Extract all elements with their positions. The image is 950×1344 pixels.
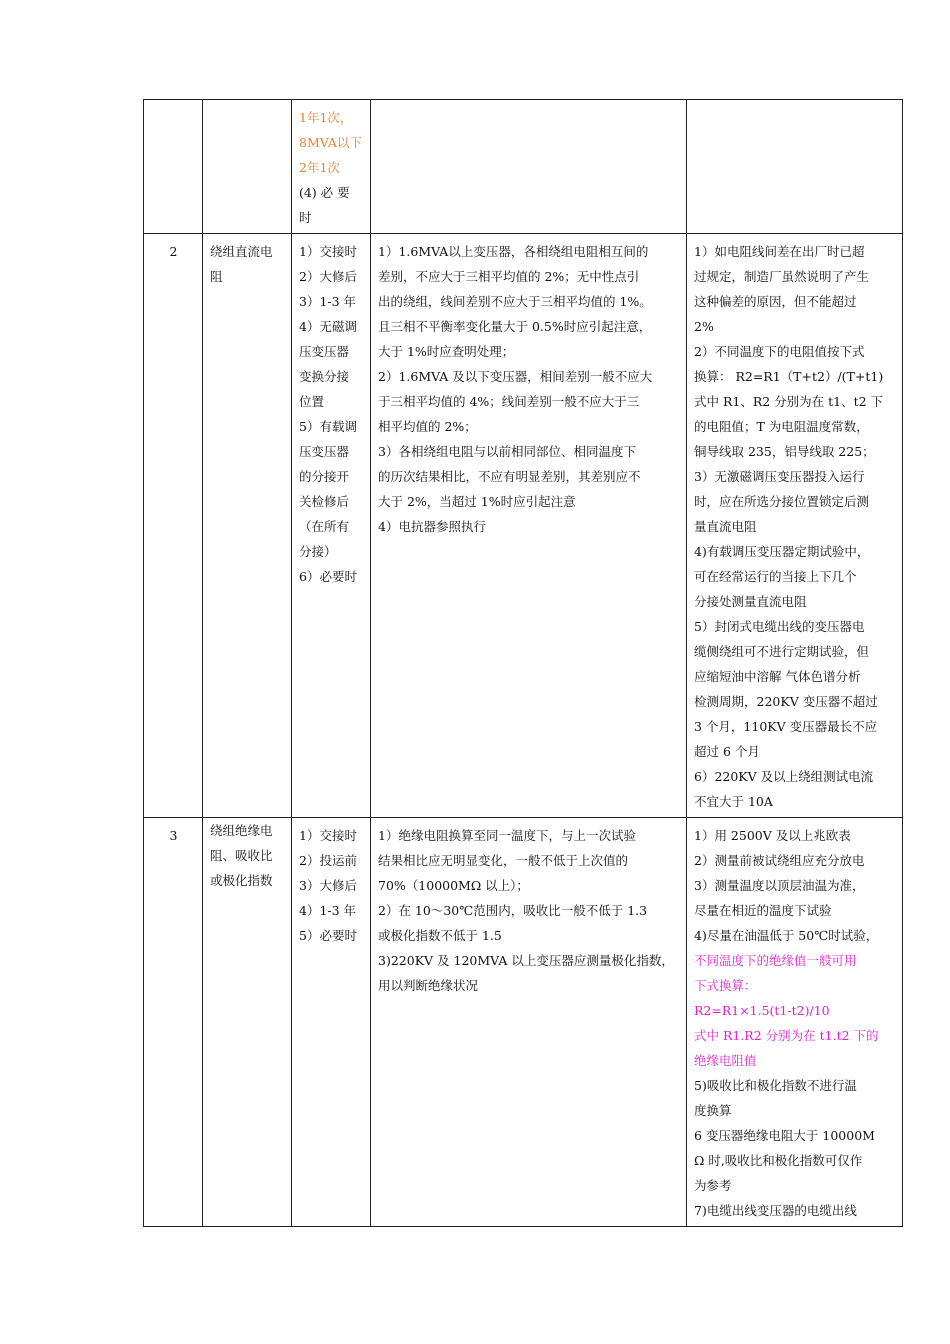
test-notes-line: 不同温度下的绝缘值一般可用 (694, 953, 857, 968)
test-standard-line: 4）电抗器参照执行 (378, 519, 486, 534)
test-standard-line: 相平均值的 2%； (378, 419, 477, 434)
test-notes (687, 818, 903, 1227)
test-item-line: 绕组直流电 (210, 244, 273, 259)
test-notes-line: 下式换算： (694, 978, 757, 993)
test-notes-line: 检测周期，220KV 变压器不超过 (694, 694, 878, 709)
test-standard-line: 用以判断绝缘状况 (378, 978, 479, 993)
row-number: 3 (144, 818, 203, 1227)
test-notes-line: 式中 R1.R2 分别为在 t1.t2 下的 (694, 1028, 879, 1043)
table-row (144, 100, 903, 234)
test-notes-line: 量直流电阻 (694, 519, 757, 534)
test-period-line: 3）1-3 年 (299, 294, 357, 309)
test-standard-line: 差别，不应大于三相平均值的 2%；无中性点引 (378, 269, 640, 284)
test-period-line: （在所有 (299, 519, 350, 534)
test-notes (687, 234, 903, 818)
test-notes-line: 换算： R2=R1（T+t2）/(T+t1) (694, 369, 884, 384)
test-standard-line: 70%（10000MΩ 以上）； (378, 878, 529, 893)
test-notes-line: 2）测量前被试绕组应充分放电 (694, 853, 865, 868)
test-notes-line: 可在经常运行的当接上下几个 (694, 569, 857, 584)
test-standard-line: 于三相平均值的 4%；线间差别一般不应大于三 (378, 394, 640, 409)
test-notes-line: 2）不同温度下的电阻值按下式 (694, 344, 865, 359)
test-period-line: 分接） (299, 544, 337, 559)
test-standard-line: 大于 1%时应查明处理； (378, 344, 515, 359)
test-period-line: 4）无磁调 (299, 319, 357, 334)
test-item-line: 阻 (210, 269, 223, 284)
test-item-line: 或极化指数 (210, 873, 273, 888)
test-period-line: 压变压器 (299, 444, 350, 459)
table-body (144, 100, 903, 1227)
test-standard-line: 且三相不平衡率变化量大于 0.5%时应引起注意， (378, 319, 652, 334)
test-period-line: 压变压器 (299, 344, 350, 359)
test-notes-line: 式中 R1、R2 分别为在 t1、t2 下 (694, 394, 884, 409)
row-number (144, 100, 203, 234)
table-row (144, 234, 903, 818)
test-notes-line: 为参考 (694, 1178, 732, 1193)
test-notes-line: 绝缘电阻值 (694, 1053, 757, 1068)
test-standard-table (143, 99, 903, 1227)
test-notes-line: 缆侧绕组可不进行定期试验，但 (694, 644, 870, 659)
test-period-line: 变换分接 (299, 369, 350, 384)
test-notes-line: 1）如电阻线间差在出厂时已超 (694, 244, 865, 259)
test-item (203, 818, 292, 1227)
test-period-line: 4）1-3 年 (299, 903, 357, 918)
test-standard-line: 1）绝缘电阻换算至同一温度下，与上一次试验 (378, 828, 636, 843)
test-notes-line: 时，应在所选分接位置锁定后测 (694, 494, 870, 509)
test-notes-line: 分接处测量直流电阻 (694, 594, 807, 609)
test-notes-line: 7)电缆出线变压器的电缆出线 (694, 1203, 857, 1218)
test-period (292, 234, 371, 818)
test-period-line: 3）大修后 (299, 878, 357, 893)
test-period-line: 5）有载调 (299, 419, 357, 434)
test-period-line: 1）交接时 (299, 828, 357, 843)
test-period-line: 1年1次， (299, 110, 353, 125)
test-period-line: 6）必要时 (299, 569, 357, 584)
test-standard-line: 2）1.6MVA 及以下变压器，相间差别一般不应大 (378, 369, 653, 384)
test-standard (371, 818, 687, 1227)
test-notes-line: 4)有载调压变压器定期试验中， (694, 544, 870, 559)
test-standard-line: 结果相比应无明显变化，一般不低于上次值的 (378, 853, 629, 868)
test-period (292, 818, 371, 1227)
test-item-line: 阻、吸收比 (210, 848, 273, 863)
test-notes (687, 100, 903, 234)
test-notes-line: 的电阻值；T 为电阻温度常数， (694, 419, 869, 434)
test-notes-line: 铜导线取 235，铝导线取 225； (694, 444, 875, 459)
test-period-line: 1）交接时 (299, 244, 357, 259)
test-notes-line: 1）用 2500V 及以上兆欧表 (694, 828, 851, 843)
test-notes-line: 4)尽量在油温低于 50℃时试验， (694, 928, 879, 943)
test-notes-line: 2% (694, 319, 714, 334)
test-item-line: 绕组绝缘电 (210, 823, 273, 838)
test-notes-line: 尽量在相近的温度下试验 (694, 903, 832, 918)
test-notes-line: 5）封闭式电缆出线的变压器电 (694, 619, 865, 634)
test-period-line: 关检修后 (299, 494, 350, 509)
test-period-line: 5）必要时 (299, 928, 357, 943)
test-standard (371, 234, 687, 818)
test-standard (371, 100, 687, 234)
test-standard-line: 的历次结果相比，不应有明显差别，其差别应不 (378, 469, 641, 484)
test-notes-line: 应缩短油中溶解 气体色谱分析 (694, 669, 861, 684)
test-notes-line: 超过 6 个月 (694, 744, 760, 759)
test-notes-line: 过规定，制造厂虽然说明了产生 (694, 269, 870, 284)
test-period-line: (4) 必 要 (299, 185, 350, 200)
row-number: 2 (144, 234, 203, 818)
test-notes-line: 6）220KV 及以上绕组测试电流 (694, 769, 874, 784)
test-period-line: 时 (299, 210, 312, 225)
test-notes-line: R2=R1×1.5(t1-t2)/10 (694, 1003, 830, 1018)
test-notes-line: 3 个月，110KV 变压器最长不应 (694, 719, 878, 734)
test-standard-line: 出的绕组，线间差别不应大于三相平均值的 1%。 (378, 294, 652, 309)
test-item (203, 234, 292, 818)
test-period-line: 的分接开 (299, 469, 350, 484)
test-notes-line: 这种偏差的原因，但不能超过 (694, 294, 857, 309)
test-period-line: 位置 (299, 394, 325, 409)
test-standard-line: 1）1.6MVA以上变压器，各相绕组电阻相互间的 (378, 244, 649, 259)
test-period-line: 2）投运前 (299, 853, 357, 868)
test-notes-line: 6 变压器绝缘电阻大于 10000M (694, 1128, 875, 1143)
test-period-line: 8MVA以下 (299, 135, 362, 150)
test-standard-line: 3）各相绕组电阻与以前相同部位、相同温度下 (378, 444, 636, 459)
test-notes-line: 3）测量温度以顶层油温为准， (694, 878, 865, 893)
test-standard-line: 或极化指数不低于 1.5 (378, 928, 502, 943)
test-notes-line: 度换算 (694, 1103, 732, 1118)
table-row (144, 818, 903, 1227)
test-period-line: 2年1次 (299, 160, 340, 175)
test-item (203, 100, 292, 234)
test-standard-line: 3)220KV 及 120MVA 以上变压器应测量极化指数， (378, 953, 674, 968)
test-standard-line: 2）在 10～30℃范围内，吸收比一般不低于 1.3 (378, 903, 648, 918)
test-notes-line: Ω 时,吸收比和极化指数可仅作 (694, 1153, 863, 1168)
test-standard-line: 大于 2%，当超过 1%时应引起注意 (378, 494, 576, 509)
test-period-line: 2）大修后 (299, 269, 357, 284)
test-notes-line: 5)吸收比和极化指数不进行温 (694, 1078, 857, 1093)
test-notes-line: 3）无激磁调压变压器投入运行 (694, 469, 865, 484)
test-notes-line: 不宜大于 10A (694, 794, 773, 809)
test-period (292, 100, 371, 234)
